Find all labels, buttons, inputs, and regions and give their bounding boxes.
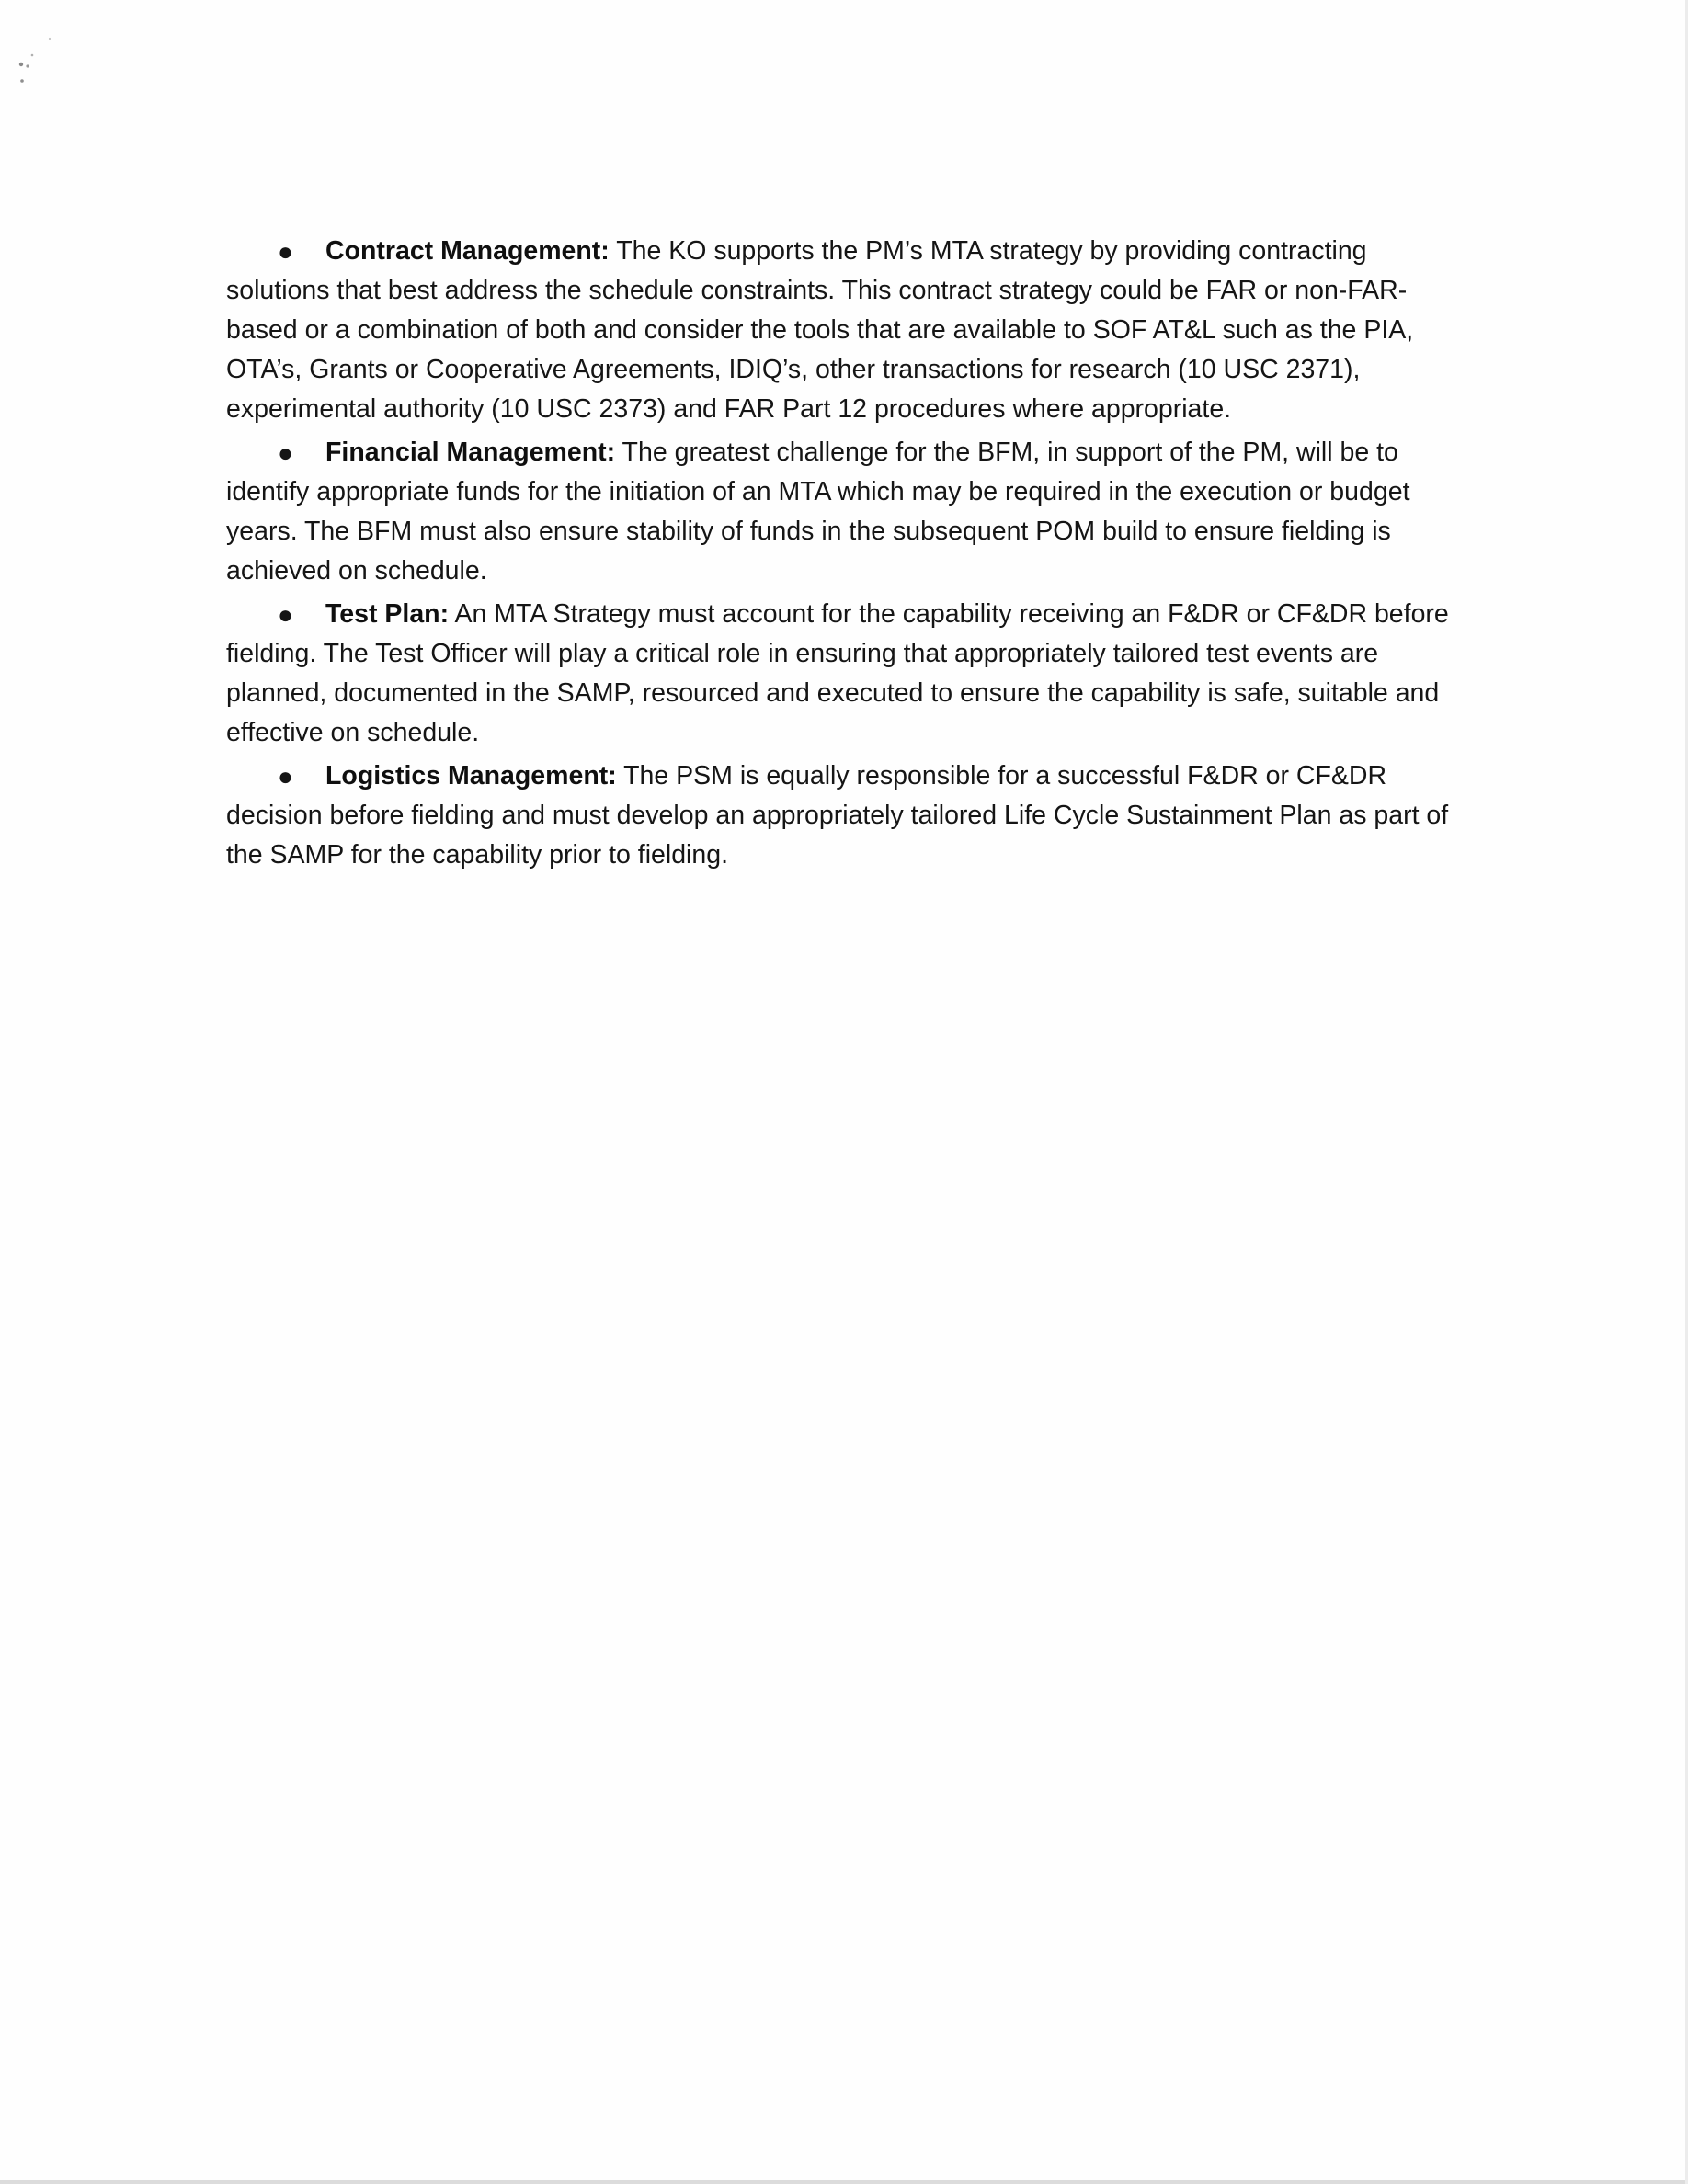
bullet-icon: ● <box>278 237 293 266</box>
paragraph <box>226 756 1477 875</box>
item-body: An MTA Strategy must account for the capability receiving an F&DR or CF&DR before fielding. The Test Officer will play a critical role in ensuring that appropriately tailored test events are planned, documented in the SAMP, resourced and executed to ensure the capability is safe, suitable and effective on schedule. <box>226 599 1449 747</box>
bullet-icon: ● <box>278 438 293 467</box>
paragraph <box>226 595 1477 753</box>
bullet-icon: ● <box>278 762 293 791</box>
item-body: The PSM is equally responsible for a successful F&DR or CF&DR decision before fielding and must develop an appropriately tailored Life Cycle Sustainment Plan as part of the SAMP for the capability prior to fielding. <box>226 761 1449 870</box>
item-body: The KO supports the PM’s MTA strategy by providing contracting solutions that best address the schedule constraints. This contract strategy could be FAR or non-FAR-based or a combination of both and consider the tools that are available to SOF AT&L such as the PIA, OTA’s, Grants or Cooperative Agreements, IDIQ’s, other transactions for research (10 USC 2371), experimental authority (10 USC 2373) and FAR Part 12 procedures where appropriate. <box>226 236 1414 424</box>
list-item-financial-management <box>226 433 1477 591</box>
list-item-test-plan <box>226 595 1477 753</box>
item-heading: Logistics Management: <box>325 761 617 791</box>
scan-specks <box>0 0 74 92</box>
item-body: The greatest challenge for the BFM, in support of the PM, will be to identify appropriate funds for the initiation of an MTA which may be required in the execution or budget years. The BFM must also ensure stability of funds in the subsequent POM build to ensure fielding is achieved on schedule. <box>226 438 1410 586</box>
bullet-list <box>226 232 1477 879</box>
item-heading: Financial Management: <box>325 438 616 467</box>
bullet-icon: ● <box>278 600 293 629</box>
item-heading: Test Plan: <box>325 599 450 629</box>
paragraph <box>226 433 1477 591</box>
item-heading: Contract Management: <box>325 236 610 266</box>
scan-bottom-edge <box>0 2180 1688 2184</box>
list-item-contract-management <box>226 232 1477 429</box>
list-item-logistics-management <box>226 756 1477 875</box>
paragraph <box>226 232 1477 429</box>
